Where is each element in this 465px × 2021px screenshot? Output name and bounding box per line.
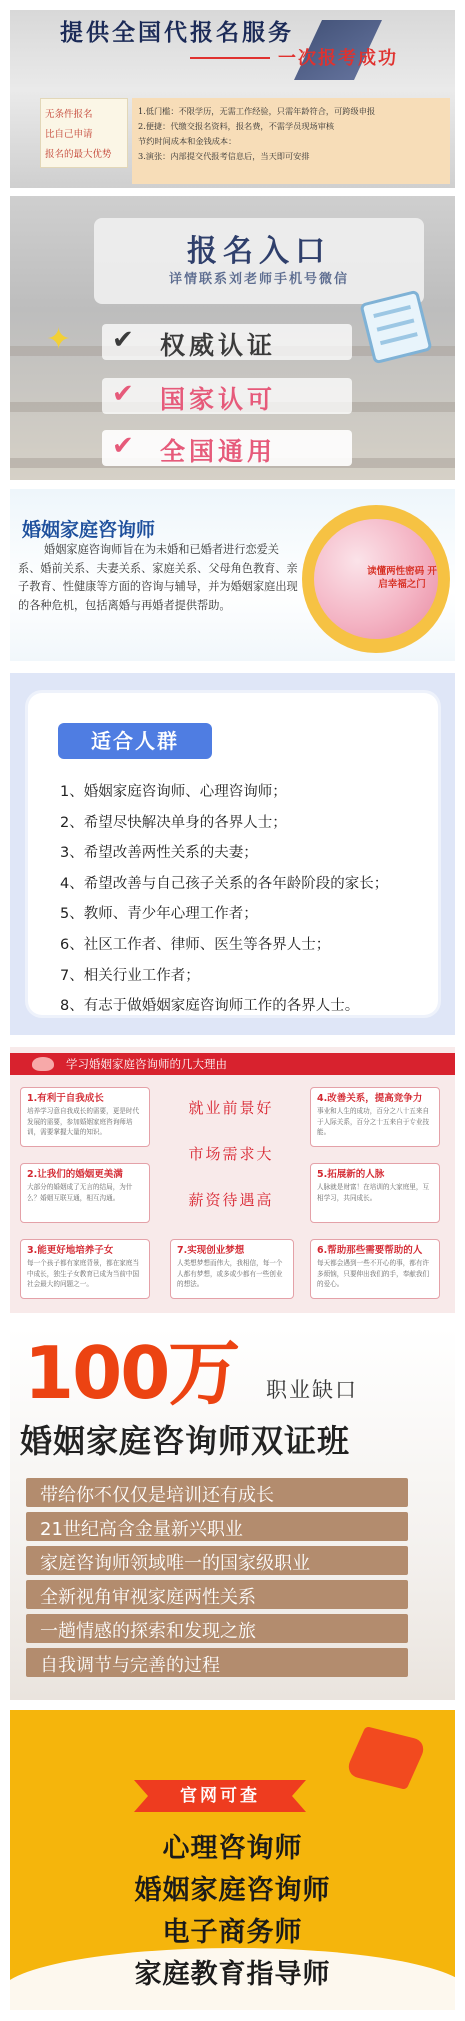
promo-gap-label: 职业缺口 [266, 1378, 358, 1402]
benefit-line: 节约时间成本和金钱成本： [138, 136, 237, 146]
feature-national [102, 378, 352, 414]
reason-highlight: 薪资待遇高 [188, 1191, 274, 1209]
promo-big-number: 100万 [24, 1331, 239, 1415]
register-banner [10, 196, 455, 480]
reason-card [310, 1239, 440, 1299]
reason-title: 5.拓展新的人脉 [317, 1169, 385, 1180]
list-item: 5、教师、青少年心理工作者； [60, 906, 258, 923]
benefit-line: 3.演张：内部提交代报考信息后，当天即可安排 [138, 151, 310, 161]
official-ribbon: 官网可查 [148, 1780, 292, 1812]
reasons-header: 学习婚姻家庭咨询师的几大理由 [66, 1057, 227, 1071]
list-item: 1、婚姻家庭咨询师、心理咨询师； [60, 784, 287, 800]
list-item: 2、希望尽快解决单身的各界人士； [60, 814, 287, 831]
job-title: 心理咨询师 [162, 1833, 303, 1864]
reason-title: 1.有利于自我成长 [27, 1093, 104, 1104]
promo-row-text: 一趟情感的探索和发现之旅 [40, 1621, 256, 1642]
reason-title: 6.帮助那些需要帮助的人 [317, 1245, 423, 1256]
crowd-tag: 适合人群 [58, 723, 212, 759]
reason-highlight: 市场需求大 [188, 1145, 274, 1163]
reason-desc: 大部分的婚姻成了无言的结局，为什么？婚姻互联互通，相互沟通。 [27, 1183, 133, 1202]
reason-desc: 事业和人生的成功，百分之八十五来自于人际关系，百分之十五来自于专业技能。 [317, 1107, 430, 1136]
promo-row [26, 1478, 408, 1507]
promo-row-text: 全新视角审视家庭两性关系 [40, 1587, 256, 1608]
promo-row-text: 带给你不仅仅是培训还有成长 [40, 1485, 274, 1506]
list-item: 3、希望改善两性关系的夫妻； [60, 845, 258, 862]
intro-title: 婚姻家庭咨询师 [22, 519, 156, 541]
promo-row [26, 1546, 408, 1575]
reason-card [20, 1163, 150, 1223]
reason-desc: 每一个孩子都有家庭背景，都在家庭当中成长，独生子女教育已成为当前中国社会最大的问题之一。 [27, 1259, 140, 1288]
reason-desc: 人脉就是财富！在培训的大家庭里，互相学习，共同成长。 [317, 1183, 430, 1202]
flag-icon [344, 1726, 428, 1790]
register-title: 报名入口 [187, 234, 331, 269]
promo-row [26, 1512, 408, 1541]
reason-title: 7.实现创业梦想 [177, 1245, 245, 1256]
benefit-box [132, 98, 450, 184]
subtitle-rule [190, 57, 270, 59]
reason-card [20, 1087, 150, 1147]
promo-course-title: 婚姻家庭咨询师双证班 [20, 1422, 351, 1460]
feature-label: 权威认证 [160, 331, 277, 360]
advantage-line: 无条件报名 [45, 109, 93, 120]
job-title: 家庭教育指导师 [134, 1959, 331, 1990]
reason-desc: 培养学习意自我成长的需要，更是时代发展的需要，参加婚姻家庭咨询师培训，需要掌握大量的知识。 [27, 1107, 140, 1136]
reasons-header-bar [10, 1053, 455, 1075]
benefit-line: 1.低门槛：不限学历，无需工作经验，只需年龄符合，可跨级申报 [138, 106, 376, 116]
sparkle-icon: ✦ [46, 322, 72, 357]
advantage-line: 报名的最大优势 [45, 149, 112, 160]
feature-label: 全国通用 [160, 437, 277, 466]
reason-highlight: 就业前景好 [188, 1099, 274, 1117]
reasons-panel [10, 1047, 455, 1313]
promo-row [26, 1614, 408, 1643]
promo-row [26, 1648, 408, 1677]
crowd-panel [10, 673, 455, 1035]
reason-title: 3.能更好地培养子女 [27, 1245, 114, 1256]
reason-title: 2.让我们的婚姻更美满 [27, 1169, 123, 1180]
reason-card [170, 1239, 294, 1299]
job-title: 电子商务师 [162, 1917, 303, 1948]
reason-title: 4.改善关系，提高竞争力 [317, 1093, 423, 1104]
check-icon: ✔ [112, 325, 134, 355]
service-banner [10, 10, 455, 188]
benefit-line: 2.便捷：代缴交报名资料，报名费，不需学员现场审核 [138, 121, 335, 131]
feature-label: 国家认可 [160, 385, 277, 414]
reason-desc: 每天都会遇到一些不开心的事，都有许多烦恼，只要伸出我们的手，奉献我们的爱心。 [317, 1259, 430, 1288]
advantage-box [40, 98, 128, 168]
crowd-list [60, 777, 440, 1022]
list-item: 4、希望改善与自己孩子关系的各年龄阶段的家长； [60, 875, 389, 892]
reason-card [310, 1163, 440, 1223]
heart-icon [32, 1057, 54, 1071]
service-subtitle: 一次报考成功 [278, 48, 398, 69]
job-title: 婚姻家庭咨询师 [134, 1875, 331, 1906]
check-icon: ✔ [112, 379, 134, 409]
intro-body: 婚姻家庭咨询师旨在为未婚和已婚者进行恋爱关系、婚前关系、夫妻关系、家庭关系、父母角色教育、亲子教育、性健康等方面的咨询与辅导，并为婚姻家庭出现的各种危机，包括离婚与再婚者提供帮助。 [18, 543, 298, 612]
service-title: 提供全国代报名服务 [60, 20, 294, 46]
list-item: 7、相关行业工作者； [60, 967, 200, 984]
promo-row-text: 21世纪高含金量新兴职业 [40, 1519, 243, 1540]
promo-row-text: 自我调节与完善的过程 [40, 1655, 220, 1676]
feature-authoritative [102, 324, 352, 360]
reason-card [310, 1087, 440, 1147]
list-item: 6、社区工作者、律师、医生等各界人士； [60, 936, 331, 953]
reason-card [20, 1239, 150, 1299]
advantage-line: 比自己申请 [45, 129, 93, 140]
promo-row [26, 1580, 408, 1609]
intro-panel [10, 489, 455, 661]
official-panel [10, 1710, 455, 2010]
intro-badge: 读懂两性密码 开启幸福之门 [367, 566, 437, 590]
list-item: 8、有志于做婚姻家庭咨询师工作的各界人士。 [60, 998, 360, 1015]
feature-universal [102, 430, 352, 466]
check-icon: ✔ [112, 431, 134, 461]
promo-row-text: 家庭咨询师领域唯一的国家级职业 [40, 1553, 310, 1574]
promo-panel [10, 1328, 455, 1700]
register-subtitle: 详情联系刘老师手机号微信 [168, 272, 349, 287]
reason-desc: 人类想梦想而伟大，我相信，每一个人都有梦想，或多或少都有一些创业的想法。 [177, 1259, 283, 1288]
